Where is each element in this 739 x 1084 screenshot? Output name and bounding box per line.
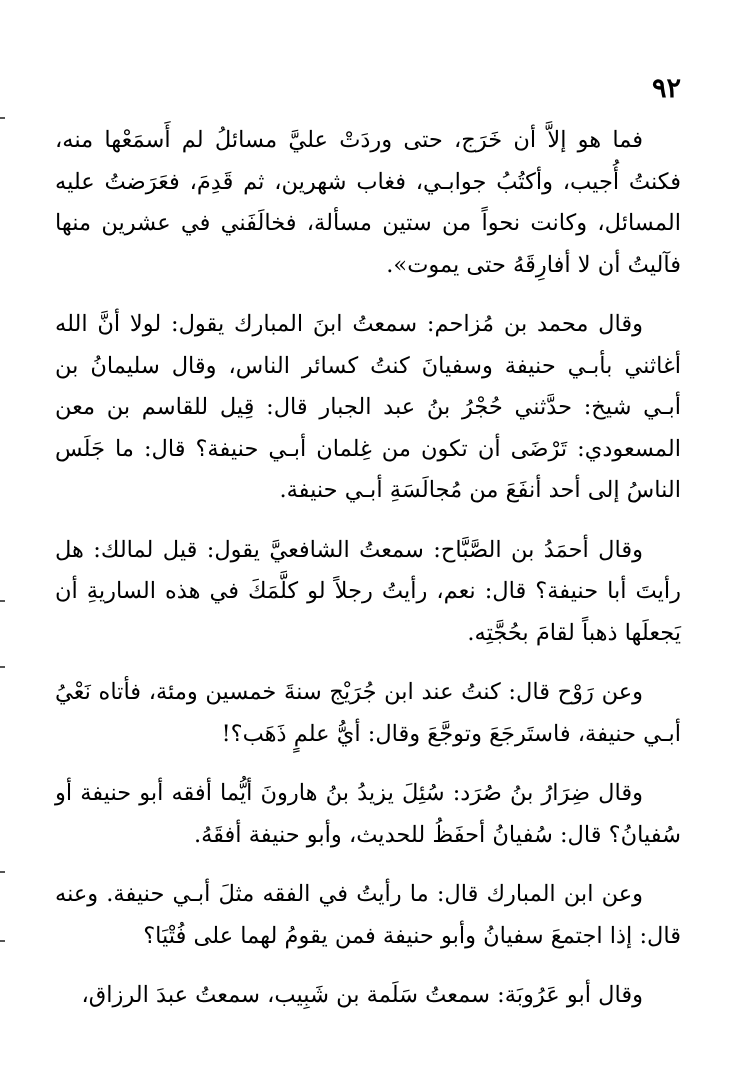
paragraph-2: وقال محمد بن مُزاحم: سمعتُ ابنَ المبارك يقول: لولا أنَّ الله أغاثني بأبـي حنيفة وسفيانَ كنتُ كسائر الناس، وقال سليمانُ بن أبـي شيخ: حدَّثني حُجْرُ بنُ عبد الجبار قال: قِيل للقاسم بن معن المسعودي: تَرْضَى أن تكون من غِلمان أبـي حنيفة؟ قال: ما جَلَس الناسُ إلى أحد أنفَعَ من مُجالَسَةِ أبـي حنيفة.	[55, 311, 681, 503]
page-number: ٩٢	[651, 73, 681, 104]
paragraph-6: وعن ابن المبارك قال: ما رأيتُ في الفقه مثلَ أبـي حنيفة. وعنه قال: إذا اجتمعَ سفيانُ وأبو حنيفة فمن يقومُ لهما على فُتْيَا؟	[55, 881, 681, 949]
paragraph-5: وقال ضِرَارُ بنُ صُرَد: سُئِلَ يزيدُ بنُ هارونَ أيُّما أفقه أبو حنيفة أو سُفيانُ؟ قال: سُفيانُ أحفَظُ للحديث، وأبو حنيفة أفقَهُ.	[55, 780, 681, 848]
scan-edge-mark	[0, 666, 5, 668]
paragraph-7: وقال أبو عَرُوبَة: سمعتُ سَلَمة بن شَبِيب، سمعتُ عبدَ الرزاق،	[81, 982, 643, 1008]
scan-edge-mark	[0, 600, 5, 602]
scan-edge-mark	[0, 940, 5, 942]
scan-edge-mark	[0, 871, 5, 873]
paragraph-1: فما هو إلاَّ أن خَرَج، حتى وردَتْ عليَّ مسائلُ لم أَسمَعْها منه، فكنتُ أُجيب، وأكتُبُ جوابـي، فغاب شهرين، ثم قَدِمَ، فعَرَضتُ عليه المسائل، وكانت نحواً من ستين مسألة، فخالَفَني في عشرين منها فآليتُ أن لا أفارِقَهُ حتى يموت».	[55, 127, 681, 278]
scan-edge-mark	[0, 117, 5, 119]
paragraph-3: وقال أحمَدُ بن الصَّبَّاح: سمعتُ الشافعيَّ يقول: قيل لمالك: هل رأيتَ أبا حنيفة؟ قال: نعم، رأيتُ رجلاً لو كلَّمَكَ في هذه الساريةِ أن يَجعلَها ذهباً لقامَ بحُجَّتِه.	[55, 536, 681, 646]
text-body	[55, 120, 681, 1035]
paragraph-4: وعن رَوْح قال: كنتُ عند ابن جُرَيْج سنةَ خمسين ومئة، فأتاه نَعْيُ أبـي حنيفة، فاستَرجَعَ وتوجَّعَ وقال: أيُّ علمٍ ذَهَب؟!	[55, 679, 681, 747]
